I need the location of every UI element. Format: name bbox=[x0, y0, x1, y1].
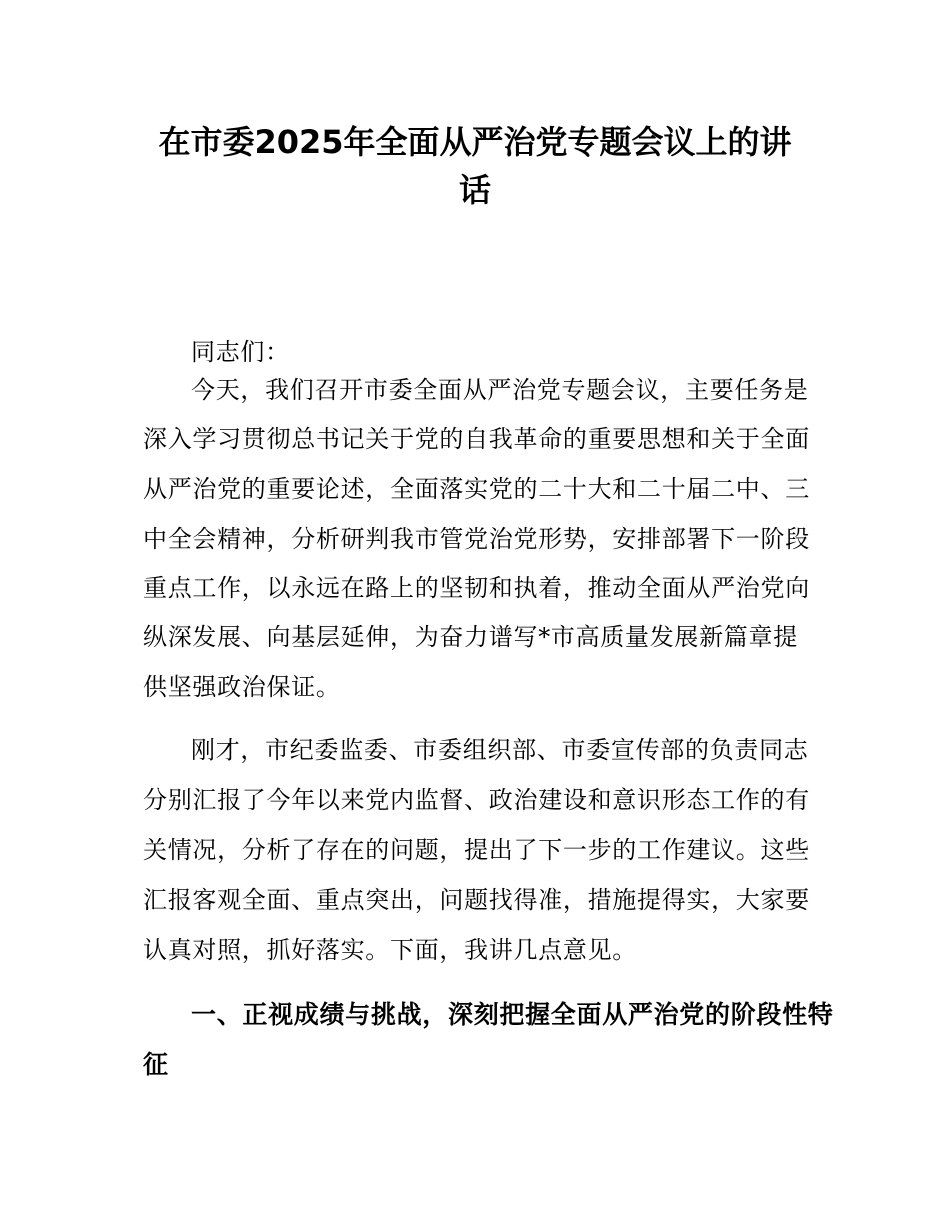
text-line: 供坚强政治保证。 bbox=[143, 673, 341, 701]
title-line: 话 bbox=[458, 171, 491, 209]
heading-line: 征 bbox=[143, 1050, 169, 1079]
text-line: 认真对照，抓好落实。下面，我讲几点意见。 bbox=[143, 936, 637, 964]
text-line: 汇报客观全面、重点突出，问题找得准，措施提得实，大家要 bbox=[143, 886, 810, 914]
text-line: 今天，我们召开市委全面从严治党专题会议，主要任务是 bbox=[191, 376, 809, 404]
heading-line: 一、正视成绩与挑战，深刻把握全面从严治党的阶段性特 bbox=[191, 1000, 834, 1029]
text-line: 纵深发展、向基层延伸，为奋力谱写*市高质量发展新篇章提 bbox=[143, 623, 798, 651]
text-line: 分别汇报了今年以来党内监督、政治建设和意识形态工作的有 bbox=[143, 786, 810, 814]
text-line: 关情况，分析了存在的问题，提出了下一步的工作建议。这些 bbox=[143, 836, 810, 864]
text-line: 中全会精神，分析研判我市管党治党形势，安排部署下一阶段 bbox=[143, 525, 810, 553]
text-line: 深入学习贯彻总书记关于党的自我革命的重要思想和关于全面 bbox=[143, 425, 810, 453]
text-line: 刚才，市纪委监委、市委组织部、市委宣传部的负责同志 bbox=[191, 736, 809, 764]
title-line: 在市委2025年全面从严治党专题会议上的讲 bbox=[158, 123, 792, 161]
salutation: 同志们： bbox=[191, 338, 290, 366]
text-line: 重点工作，以永远在路上的坚韧和执着，推动全面从严治党向 bbox=[143, 574, 810, 602]
text-line: 从严治党的重要论述，全面落实党的二十大和二十届二中、三 bbox=[143, 475, 810, 503]
